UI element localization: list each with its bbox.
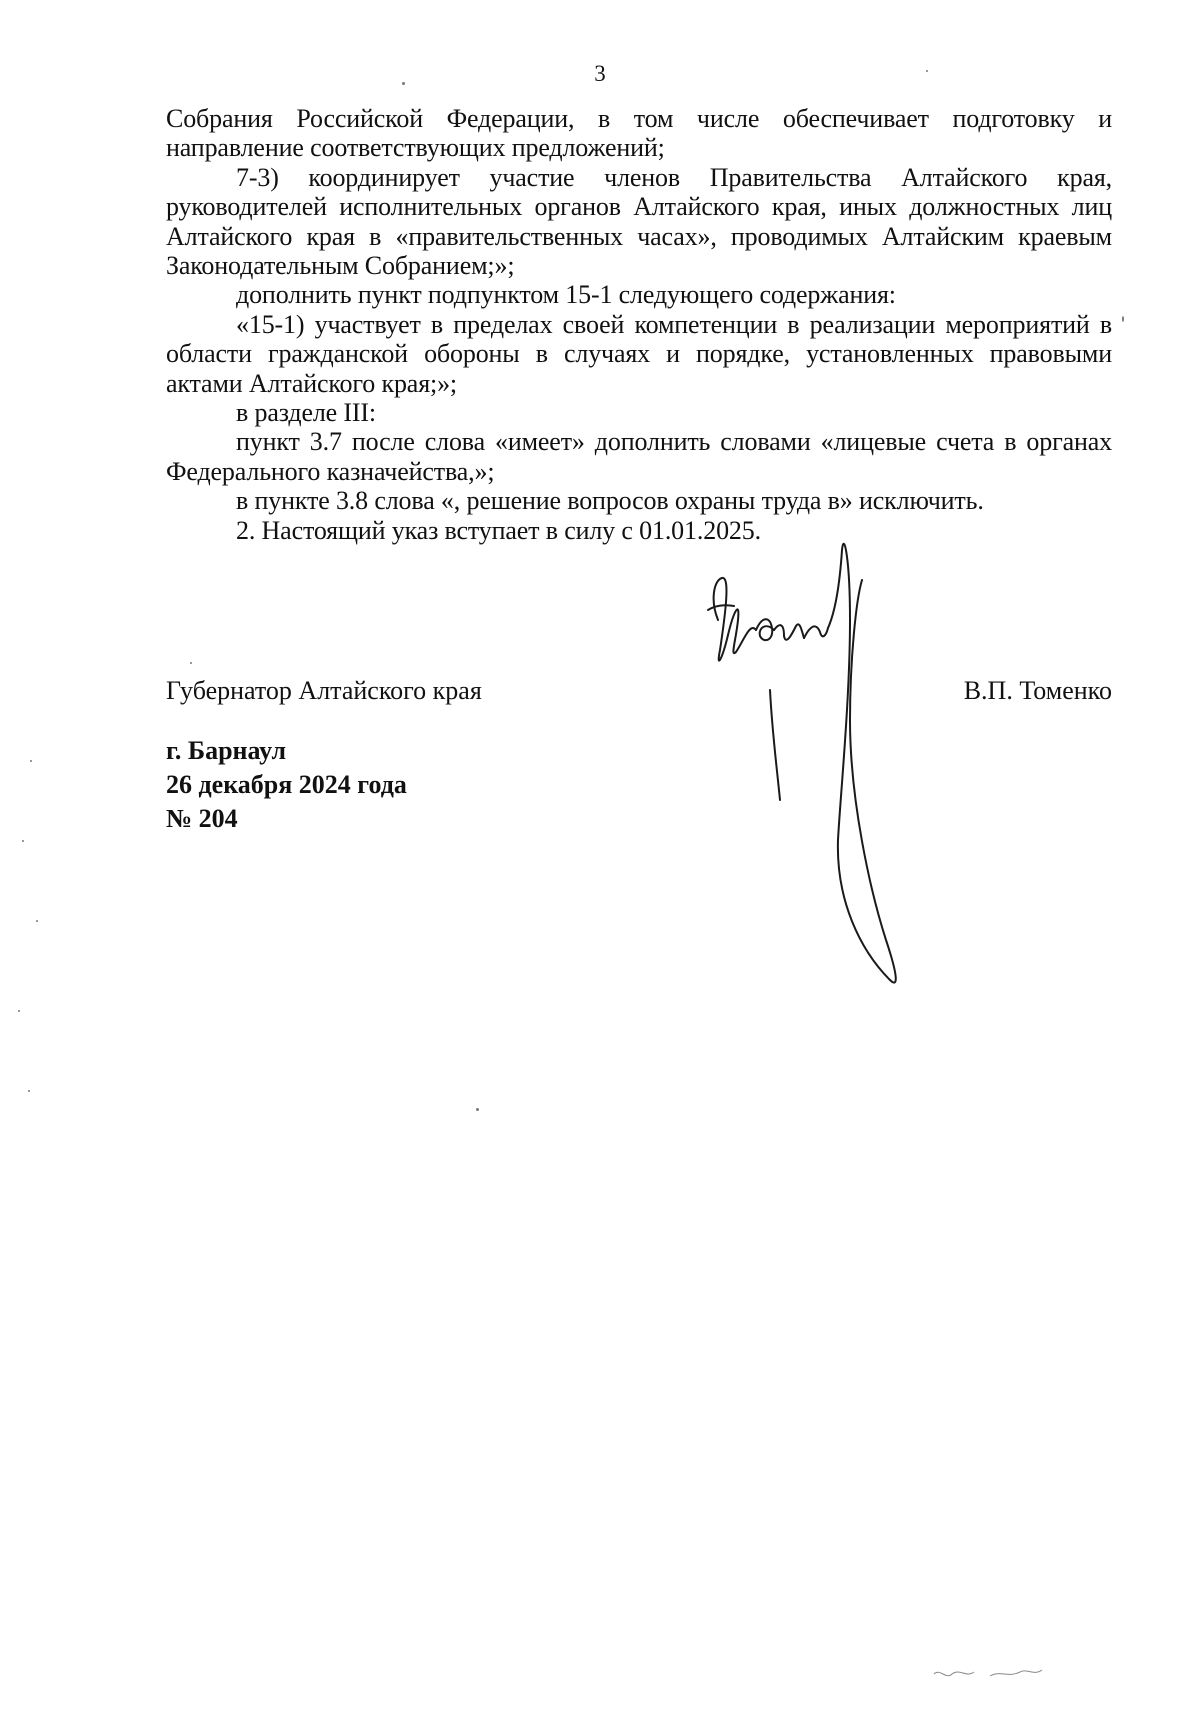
scan-footer-mark (930, 1662, 1050, 1686)
signatory-name: В.П. Томенко (963, 676, 1112, 705)
issue-number: № 204 (166, 804, 238, 833)
scan-speck (22, 840, 24, 842)
paragraph-continuation: Собрания Российской Федерации, в том числе обеспечивает подготовку и направление соответствующих предложений; (166, 104, 1112, 163)
issue-place: г. Барнаул (166, 736, 287, 765)
signatory-position: Губернатор Алтайского края (166, 676, 482, 705)
scan-speck (36, 920, 38, 922)
paragraph-effective-date: 2. Настоящий указ вступает в силу с 01.01.2025. (236, 515, 761, 545)
handwritten-signature (700, 540, 930, 1000)
scan-speck (18, 1010, 20, 1012)
paragraph-section-3: в разделе III: (236, 398, 376, 428)
paragraph-item-3-8: в пункте 3.8 слова «, решение вопросов охраны труда в» исключить. (236, 486, 984, 516)
paragraph-item-3-7: пункт 3.7 после слова «имеет» дополнить словами «лицевые счета в органах Федерального казначейства,»; (166, 427, 1112, 486)
paragraph-item-7-3: 7-3) координирует участие членов Правительства Алтайского края, руководителей исполнительных органов Алтайского края, иных должностных лиц Алтайского края в «правительственных часах», проводимых Алтайским краевым Законодательным Собранием;»; (166, 162, 1112, 281)
scan-speck (28, 1090, 30, 1092)
scan-speck (1122, 316, 1124, 322)
paragraph-amend-15-1: дополнить пункт подпунктом 15-1 следующего содержания: (236, 280, 896, 310)
scan-speck (926, 70, 928, 72)
issue-details (166, 734, 407, 836)
document-body (166, 104, 1112, 545)
page-number: 3 (594, 61, 606, 86)
paragraph-item-15-1: «15-1) участвует в пределах своей компетенции в реализации мероприятий в области гражданской обороны в случаях и порядке, установленных правовыми актами Алтайского края;»; (166, 309, 1112, 398)
scan-speck (402, 82, 405, 85)
scan-speck (190, 662, 192, 664)
issue-date: 26 декабря 2024 года (166, 770, 407, 799)
scan-speck (30, 760, 32, 762)
scan-speck (476, 1108, 479, 1111)
